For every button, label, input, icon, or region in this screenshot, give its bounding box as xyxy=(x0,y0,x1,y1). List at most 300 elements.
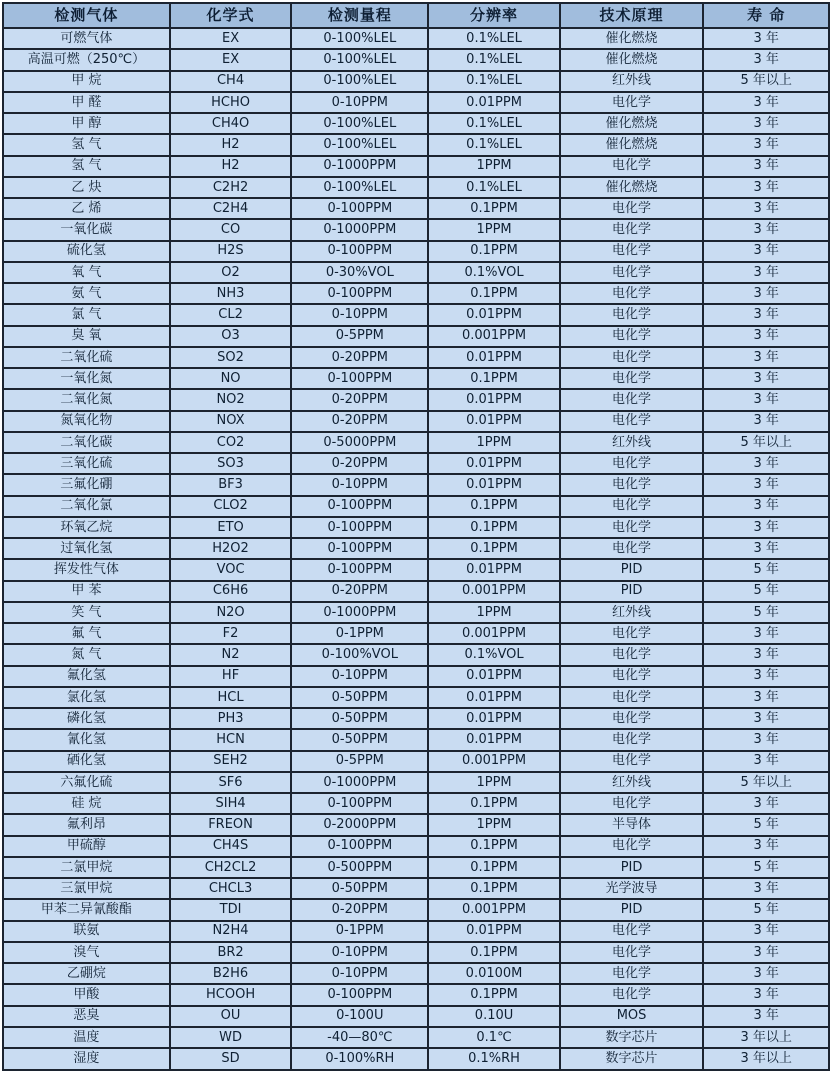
table-cell-gas: 氟化氢 xyxy=(3,666,170,687)
table-cell-range: 0-100PPM xyxy=(291,368,428,389)
table-row xyxy=(3,474,829,495)
table-row xyxy=(3,113,829,134)
table-cell-gas: 环氧乙烷 xyxy=(3,517,170,538)
table-cell-formula: CLO2 xyxy=(170,496,291,517)
table-cell-resolution: 0.01PPM xyxy=(428,708,559,729)
table-cell-formula: CH4O xyxy=(170,113,291,134)
table-row xyxy=(3,368,829,389)
table-cell-resolution: 1PPM xyxy=(428,432,559,453)
table-cell-gas: 湿度 xyxy=(3,1048,170,1070)
table-cell-range: 0-1000PPM xyxy=(291,156,428,177)
table-cell-lifespan: 3 年 xyxy=(703,984,829,1005)
table-cell-resolution: 0.1PPM xyxy=(428,793,559,814)
table-cell-gas: 过氧化氢 xyxy=(3,538,170,559)
table-cell-formula: CO xyxy=(170,219,291,240)
table-cell-resolution: 0.1PPM xyxy=(428,878,559,899)
table-cell-gas: 恶臭 xyxy=(3,1006,170,1027)
table-cell-gas: 乙 炔 xyxy=(3,177,170,198)
table-row xyxy=(3,1048,829,1070)
table-row xyxy=(3,857,829,878)
table-cell-principle: MOS xyxy=(560,1006,704,1027)
table-cell-formula: SD xyxy=(170,1048,291,1070)
table-cell-principle: 电化学 xyxy=(560,326,704,347)
table-cell-principle: 催化燃烧 xyxy=(560,134,704,155)
table-cell-resolution: 0.1%LEL xyxy=(428,71,559,92)
table-cell-gas: 甲 醛 xyxy=(3,92,170,113)
table-row xyxy=(3,262,829,283)
table-cell-range: 0-100%VOL xyxy=(291,644,428,665)
table-cell-range: 0-1000PPM xyxy=(291,219,428,240)
table-cell-gas: 氰化氢 xyxy=(3,729,170,750)
table-cell-principle: 数字芯片 xyxy=(560,1027,704,1048)
table-cell-principle: 电化学 xyxy=(560,708,704,729)
table-cell-range: 0-50PPM xyxy=(291,687,428,708)
header-row xyxy=(3,3,829,28)
table-cell-formula: HCHO xyxy=(170,92,291,113)
table-cell-gas: 氢 气 xyxy=(3,134,170,155)
table-cell-principle: PID xyxy=(560,581,704,602)
table-cell-range: 0-100PPM xyxy=(291,198,428,219)
table-cell-formula: VOC xyxy=(170,559,291,580)
table-cell-lifespan: 3 年 xyxy=(703,347,829,368)
table-row xyxy=(3,517,829,538)
table-cell-formula: C6H6 xyxy=(170,581,291,602)
table-cell-principle: 电化学 xyxy=(560,687,704,708)
table-cell-gas: 二氧化碳 xyxy=(3,432,170,453)
table-cell-gas: 三氧化硫 xyxy=(3,453,170,474)
table-cell-range: 0-1PPM xyxy=(291,623,428,644)
table-cell-range: 0-10PPM xyxy=(291,666,428,687)
table-cell-resolution: 0.001PPM xyxy=(428,326,559,347)
table-cell-formula: CH4S xyxy=(170,836,291,857)
table-cell-lifespan: 5 年 xyxy=(703,559,829,580)
table-cell-gas: 溴气 xyxy=(3,942,170,963)
table-cell-principle: 半导体 xyxy=(560,814,704,835)
table-cell-gas: 氯化氢 xyxy=(3,687,170,708)
table-cell-lifespan: 3 年 xyxy=(703,28,829,49)
table-cell-range: 0-10PPM xyxy=(291,92,428,113)
table-row xyxy=(3,602,829,623)
column-header-gas: 检测气体 xyxy=(3,3,170,28)
table-cell-range: 0-50PPM xyxy=(291,729,428,750)
table-cell-formula: O3 xyxy=(170,326,291,347)
table-cell-principle: 电化学 xyxy=(560,368,704,389)
table-cell-range: 0-500PPM xyxy=(291,857,428,878)
table-row xyxy=(3,644,829,665)
table-cell-formula: NO xyxy=(170,368,291,389)
table-cell-formula: ETO xyxy=(170,517,291,538)
gas-table-body xyxy=(3,28,829,1070)
table-cell-gas: 三氯甲烷 xyxy=(3,878,170,899)
table-cell-principle: 电化学 xyxy=(560,389,704,410)
table-cell-formula: HF xyxy=(170,666,291,687)
table-cell-formula: C2H4 xyxy=(170,198,291,219)
table-cell-range: 0-100%RH xyxy=(291,1048,428,1070)
table-cell-principle: 红外线 xyxy=(560,602,704,623)
table-cell-principle: 电化学 xyxy=(560,921,704,942)
table-cell-formula: FREON xyxy=(170,814,291,835)
table-cell-resolution: 0.1%LEL xyxy=(428,113,559,134)
table-cell-principle: 电化学 xyxy=(560,984,704,1005)
table-cell-gas: 甲苯二异氰酸酯 xyxy=(3,899,170,920)
table-cell-gas: 氧 气 xyxy=(3,262,170,283)
table-cell-formula: SO3 xyxy=(170,453,291,474)
table-cell-resolution: 1PPM xyxy=(428,772,559,793)
table-cell-lifespan: 3 年 xyxy=(703,666,829,687)
table-cell-gas: 氟利昂 xyxy=(3,814,170,835)
table-cell-resolution: 0.1PPM xyxy=(428,368,559,389)
table-cell-range: 0-100PPM xyxy=(291,538,428,559)
table-cell-lifespan: 3 年 xyxy=(703,517,829,538)
table-cell-range: 0-1000PPM xyxy=(291,772,428,793)
table-row xyxy=(3,156,829,177)
column-header-resolution: 分辨率 xyxy=(428,3,559,28)
table-cell-range: 0-100PPM xyxy=(291,241,428,262)
table-cell-resolution: 0.01PPM xyxy=(428,474,559,495)
table-row xyxy=(3,134,829,155)
table-cell-lifespan: 3 年 xyxy=(703,92,829,113)
table-cell-gas: 甲酸 xyxy=(3,984,170,1005)
table-cell-lifespan: 5 年以上 xyxy=(703,772,829,793)
table-cell-lifespan: 3 年 xyxy=(703,304,829,325)
table-cell-gas: 磷化氢 xyxy=(3,708,170,729)
table-cell-lifespan: 3 年 xyxy=(703,453,829,474)
table-cell-principle: 电化学 xyxy=(560,793,704,814)
table-row xyxy=(3,814,829,835)
table-cell-formula: NO2 xyxy=(170,389,291,410)
table-cell-lifespan: 3 年 xyxy=(703,241,829,262)
table-cell-lifespan: 3 年 xyxy=(703,942,829,963)
table-cell-gas: 一氧化氮 xyxy=(3,368,170,389)
table-cell-lifespan: 3 年 xyxy=(703,177,829,198)
table-cell-range: 0-50PPM xyxy=(291,878,428,899)
table-cell-resolution: 0.1%LEL xyxy=(428,49,559,70)
table-row xyxy=(3,283,829,304)
table-cell-gas: 高温可燃（250℃） xyxy=(3,49,170,70)
table-row xyxy=(3,326,829,347)
table-cell-range: 0-10PPM xyxy=(291,963,428,984)
table-cell-resolution: 0.001PPM xyxy=(428,899,559,920)
table-cell-formula: EX xyxy=(170,49,291,70)
table-cell-resolution: 0.1%VOL xyxy=(428,262,559,283)
table-cell-principle: 电化学 xyxy=(560,942,704,963)
table-cell-formula: CH2CL2 xyxy=(170,857,291,878)
table-cell-gas: 挥发性气体 xyxy=(3,559,170,580)
table-cell-resolution: 0.1PPM xyxy=(428,496,559,517)
table-cell-range: 0-100PPM xyxy=(291,517,428,538)
table-row xyxy=(3,389,829,410)
table-cell-range: 0-100%LEL xyxy=(291,113,428,134)
table-cell-resolution: 0.1℃ xyxy=(428,1027,559,1048)
table-row xyxy=(3,666,829,687)
table-cell-lifespan: 3 年 xyxy=(703,1006,829,1027)
table-cell-lifespan: 3 年 xyxy=(703,156,829,177)
table-cell-gas: 硅 烷 xyxy=(3,793,170,814)
table-cell-range: 0-100%LEL xyxy=(291,177,428,198)
table-cell-lifespan: 5 年 xyxy=(703,857,829,878)
table-cell-lifespan: 3 年 xyxy=(703,644,829,665)
column-header-principle: 技术原理 xyxy=(560,3,704,28)
table-cell-principle: 红外线 xyxy=(560,432,704,453)
table-row xyxy=(3,559,829,580)
table-cell-lifespan: 3 年 xyxy=(703,283,829,304)
table-cell-formula: F2 xyxy=(170,623,291,644)
table-cell-resolution: 0.01PPM xyxy=(428,559,559,580)
table-header xyxy=(3,3,829,28)
table-cell-gas: 六氟化硫 xyxy=(3,772,170,793)
table-cell-range: 0-20PPM xyxy=(291,411,428,432)
table-cell-gas: 可燃气体 xyxy=(3,28,170,49)
table-cell-formula: H2 xyxy=(170,134,291,155)
table-cell-gas: 三氟化硼 xyxy=(3,474,170,495)
table-cell-lifespan: 3 年 xyxy=(703,262,829,283)
table-cell-resolution: 0.01PPM xyxy=(428,729,559,750)
table-cell-lifespan: 5 年以上 xyxy=(703,432,829,453)
table-cell-principle: 电化学 xyxy=(560,496,704,517)
table-cell-principle: 电化学 xyxy=(560,666,704,687)
table-cell-range: 0-20PPM xyxy=(291,453,428,474)
table-cell-lifespan: 3 年 xyxy=(703,751,829,772)
table-cell-principle: 催化燃烧 xyxy=(560,177,704,198)
table-cell-principle: 电化学 xyxy=(560,241,704,262)
table-cell-lifespan: 3 年 xyxy=(703,411,829,432)
table-row xyxy=(3,347,829,368)
table-cell-gas: 臭 氧 xyxy=(3,326,170,347)
table-cell-range: 0-2000PPM xyxy=(291,814,428,835)
table-cell-gas: 笑 气 xyxy=(3,602,170,623)
table-cell-range: 0-30%VOL xyxy=(291,262,428,283)
table-cell-formula: PH3 xyxy=(170,708,291,729)
table-cell-principle: 电化学 xyxy=(560,963,704,984)
table-row xyxy=(3,581,829,602)
table-cell-lifespan: 3 年 xyxy=(703,113,829,134)
table-cell-resolution: 0.001PPM xyxy=(428,751,559,772)
table-cell-gas: 氨 气 xyxy=(3,283,170,304)
table-cell-principle: 电化学 xyxy=(560,751,704,772)
table-cell-principle: 电化学 xyxy=(560,517,704,538)
table-row xyxy=(3,198,829,219)
table-cell-formula: N2H4 xyxy=(170,921,291,942)
table-cell-principle: 电化学 xyxy=(560,156,704,177)
table-cell-range: 0-10PPM xyxy=(291,474,428,495)
table-cell-formula: H2 xyxy=(170,156,291,177)
table-cell-range: 0-20PPM xyxy=(291,347,428,368)
table-cell-principle: 电化学 xyxy=(560,219,704,240)
table-cell-lifespan: 3 年 xyxy=(703,49,829,70)
table-cell-range: 0-100%LEL xyxy=(291,28,428,49)
table-cell-gas: 甲 醇 xyxy=(3,113,170,134)
table-cell-formula: SEH2 xyxy=(170,751,291,772)
table-row xyxy=(3,432,829,453)
table-cell-lifespan: 5 年以上 xyxy=(703,71,829,92)
table-cell-range: 0-50PPM xyxy=(291,708,428,729)
table-cell-formula: H2O2 xyxy=(170,538,291,559)
table-cell-formula: NH3 xyxy=(170,283,291,304)
table-cell-resolution: 0.1%LEL xyxy=(428,28,559,49)
table-cell-range: 0-5PPM xyxy=(291,751,428,772)
table-row xyxy=(3,496,829,517)
table-cell-range: 0-100U xyxy=(291,1006,428,1027)
table-cell-resolution: 0.1%VOL xyxy=(428,644,559,665)
table-row xyxy=(3,538,829,559)
column-header-range: 检测量程 xyxy=(291,3,428,28)
table-cell-gas: 二氧化氯 xyxy=(3,496,170,517)
table-cell-range: 0-20PPM xyxy=(291,581,428,602)
table-cell-lifespan: 3 年 xyxy=(703,729,829,750)
table-row xyxy=(3,28,829,49)
table-row xyxy=(3,899,829,920)
table-row xyxy=(3,687,829,708)
table-cell-resolution: 0.1PPM xyxy=(428,538,559,559)
table-cell-lifespan: 3 年 xyxy=(703,496,829,517)
table-cell-formula: BF3 xyxy=(170,474,291,495)
table-row xyxy=(3,793,829,814)
table-cell-gas: 甲 苯 xyxy=(3,581,170,602)
table-cell-range: 0-100%LEL xyxy=(291,71,428,92)
table-cell-gas: 乙 烯 xyxy=(3,198,170,219)
table-cell-formula: WD xyxy=(170,1027,291,1048)
table-cell-principle: PID xyxy=(560,899,704,920)
table-cell-resolution: 1PPM xyxy=(428,814,559,835)
table-cell-lifespan: 5 年 xyxy=(703,602,829,623)
table-cell-formula: OU xyxy=(170,1006,291,1027)
table-cell-gas: 氟 气 xyxy=(3,623,170,644)
table-cell-range: 0-20PPM xyxy=(291,389,428,410)
table-cell-resolution: 0.1PPM xyxy=(428,283,559,304)
table-row xyxy=(3,411,829,432)
table-cell-principle: 电化学 xyxy=(560,92,704,113)
table-cell-principle: 光学波导 xyxy=(560,878,704,899)
table-row xyxy=(3,241,829,262)
table-cell-principle: 催化燃烧 xyxy=(560,49,704,70)
table-cell-lifespan: 3 年 xyxy=(703,368,829,389)
table-cell-formula: CO2 xyxy=(170,432,291,453)
table-cell-principle: 电化学 xyxy=(560,644,704,665)
table-cell-resolution: 0.01PPM xyxy=(428,389,559,410)
table-cell-resolution: 0.1%RH xyxy=(428,1048,559,1070)
table-row xyxy=(3,304,829,325)
table-cell-range: 0-100PPM xyxy=(291,836,428,857)
table-cell-formula: SF6 xyxy=(170,772,291,793)
table-cell-resolution: 0.01PPM xyxy=(428,347,559,368)
table-row xyxy=(3,729,829,750)
table-cell-range: 0-100PPM xyxy=(291,283,428,304)
table-row xyxy=(3,1027,829,1048)
table-cell-gas: 硫化氢 xyxy=(3,241,170,262)
table-cell-principle: 催化燃烧 xyxy=(560,113,704,134)
table-cell-resolution: 0.01PPM xyxy=(428,453,559,474)
table-cell-principle: 电化学 xyxy=(560,453,704,474)
table-row xyxy=(3,984,829,1005)
table-cell-lifespan: 3 年 xyxy=(703,389,829,410)
table-cell-gas: 硒化氢 xyxy=(3,751,170,772)
table-cell-gas: 联氨 xyxy=(3,921,170,942)
table-cell-lifespan: 3 年 xyxy=(703,836,829,857)
table-cell-resolution: 0.1%LEL xyxy=(428,177,559,198)
table-cell-principle: 催化燃烧 xyxy=(560,28,704,49)
table-cell-formula: CH4 xyxy=(170,71,291,92)
table-cell-lifespan: 3 年 xyxy=(703,198,829,219)
table-row xyxy=(3,708,829,729)
table-cell-principle: 电化学 xyxy=(560,411,704,432)
table-cell-formula: C2H2 xyxy=(170,177,291,198)
table-cell-lifespan: 3 年 xyxy=(703,708,829,729)
table-cell-lifespan: 5 年 xyxy=(703,814,829,835)
table-cell-gas: 氯 气 xyxy=(3,304,170,325)
table-cell-range: 0-5PPM xyxy=(291,326,428,347)
table-cell-resolution: 0.1%LEL xyxy=(428,134,559,155)
table-cell-gas: 氢 气 xyxy=(3,156,170,177)
table-cell-principle: 电化学 xyxy=(560,283,704,304)
table-row xyxy=(3,963,829,984)
table-cell-formula: EX xyxy=(170,28,291,49)
table-cell-lifespan: 5 年 xyxy=(703,581,829,602)
table-cell-range: 0-100PPM xyxy=(291,559,428,580)
table-row xyxy=(3,836,829,857)
table-cell-resolution: 0.10U xyxy=(428,1006,559,1027)
table-cell-formula: CL2 xyxy=(170,304,291,325)
table-cell-principle: 电化学 xyxy=(560,623,704,644)
table-cell-resolution: 1PPM xyxy=(428,602,559,623)
table-cell-resolution: 1PPM xyxy=(428,219,559,240)
table-cell-resolution: 0.01PPM xyxy=(428,921,559,942)
table-cell-range: 0-100PPM xyxy=(291,984,428,1005)
table-row xyxy=(3,453,829,474)
table-cell-principle: 电化学 xyxy=(560,474,704,495)
table-cell-range: 0-20PPM xyxy=(291,899,428,920)
table-cell-principle: 红外线 xyxy=(560,772,704,793)
table-cell-formula: SIH4 xyxy=(170,793,291,814)
table-cell-range: 0-10PPM xyxy=(291,942,428,963)
table-row xyxy=(3,219,829,240)
table-row xyxy=(3,71,829,92)
table-cell-resolution: 0.1PPM xyxy=(428,857,559,878)
table-cell-formula: HCOOH xyxy=(170,984,291,1005)
table-cell-lifespan: 3 年 xyxy=(703,963,829,984)
table-cell-principle: 电化学 xyxy=(560,198,704,219)
table-row xyxy=(3,942,829,963)
table-cell-lifespan: 3 年以上 xyxy=(703,1027,829,1048)
table-row xyxy=(3,1006,829,1027)
table-cell-resolution: 0.0100M xyxy=(428,963,559,984)
table-cell-range: 0-1PPM xyxy=(291,921,428,942)
table-cell-range: 0-100PPM xyxy=(291,793,428,814)
table-cell-formula: HCL xyxy=(170,687,291,708)
table-cell-lifespan: 3 年 xyxy=(703,921,829,942)
table-cell-resolution: 0.001PPM xyxy=(428,623,559,644)
table-cell-principle: 电化学 xyxy=(560,836,704,857)
table-cell-principle: 数字芯片 xyxy=(560,1048,704,1070)
column-header-lifespan: 寿 命 xyxy=(703,3,829,28)
table-row xyxy=(3,772,829,793)
table-cell-gas: 甲硫醇 xyxy=(3,836,170,857)
table-cell-principle: 电化学 xyxy=(560,304,704,325)
table-cell-lifespan: 5 年 xyxy=(703,899,829,920)
table-cell-resolution: 0.01PPM xyxy=(428,304,559,325)
table-row xyxy=(3,878,829,899)
table-cell-principle: 电化学 xyxy=(560,347,704,368)
table-cell-principle: PID xyxy=(560,559,704,580)
table-cell-resolution: 0.1PPM xyxy=(428,836,559,857)
table-cell-formula: B2H6 xyxy=(170,963,291,984)
table-cell-resolution: 0.1PPM xyxy=(428,984,559,1005)
table-cell-gas: 一氧化碳 xyxy=(3,219,170,240)
table-row xyxy=(3,177,829,198)
table-cell-formula: N2O xyxy=(170,602,291,623)
table-cell-range: 0-100PPM xyxy=(291,496,428,517)
table-cell-resolution: 0.01PPM xyxy=(428,687,559,708)
table-cell-gas: 甲 烷 xyxy=(3,71,170,92)
